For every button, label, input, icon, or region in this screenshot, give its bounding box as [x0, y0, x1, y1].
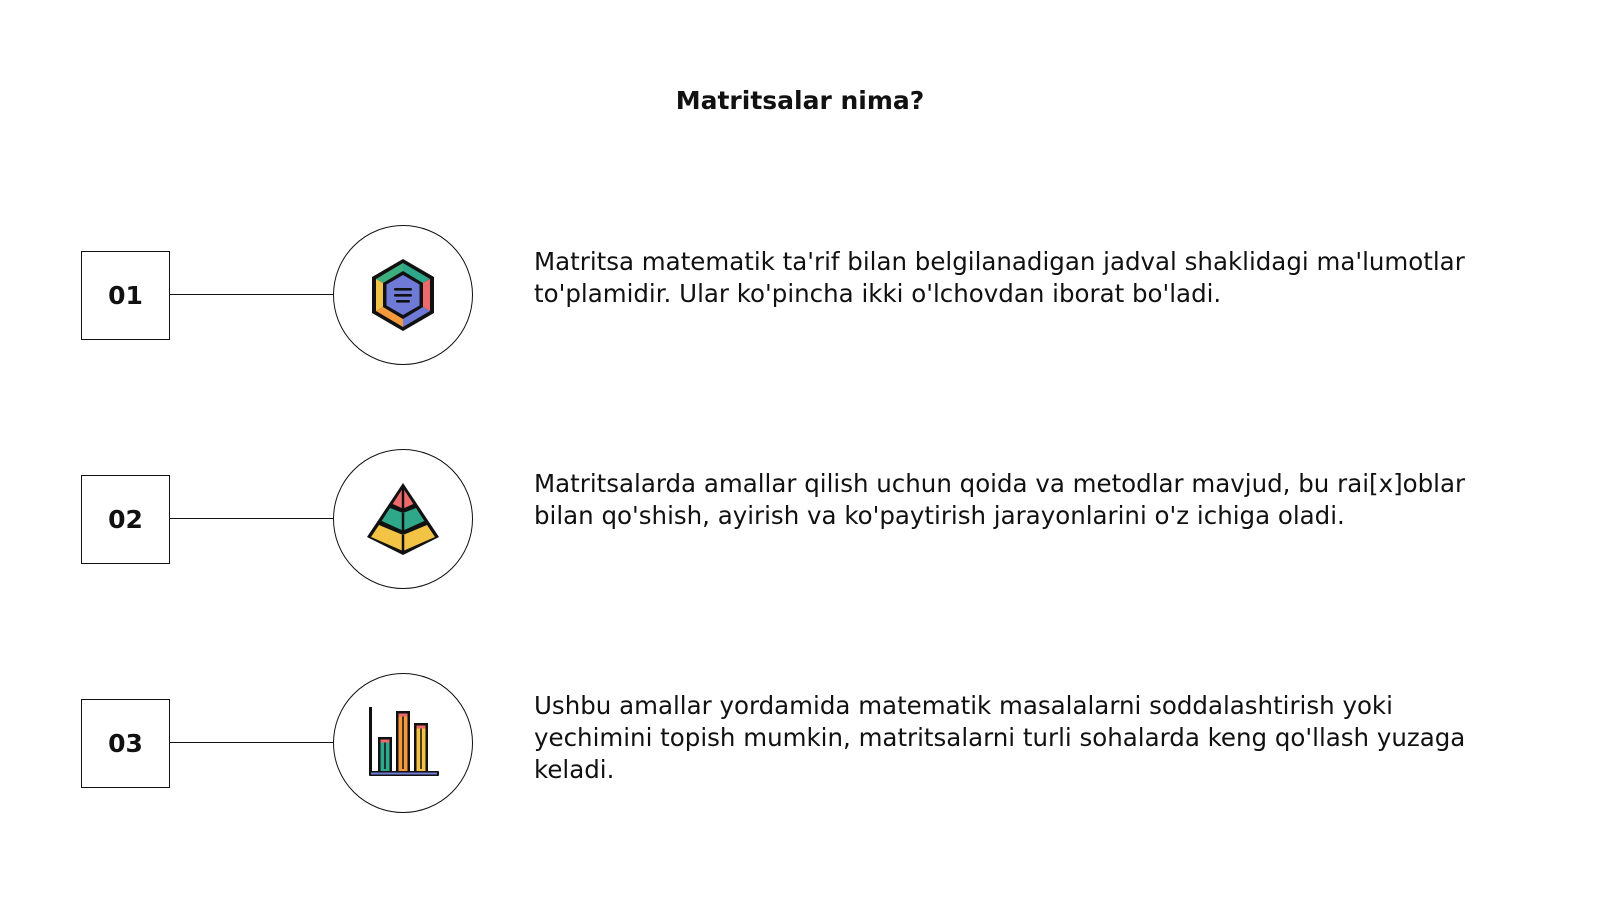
- icon-circle: [333, 225, 473, 365]
- connector-line: [170, 742, 334, 743]
- hexagon-icon: [363, 255, 443, 335]
- connector-line: [170, 294, 334, 295]
- list-item: [0, 224, 1600, 364]
- item-description: Ushbu amallar yordamida matematik masalalarni soddalashtirish yoki yechimini topish mumkin, matritsalarni turli sohalarda keng qo'llash yuzaga keladi.: [534, 691, 1466, 784]
- bar-chart-icon: [363, 703, 443, 783]
- item-number-box: 01: [81, 251, 170, 340]
- list-item: [0, 672, 1600, 812]
- pyramid-icon: [363, 479, 443, 559]
- item-number-box: 02: [81, 475, 170, 564]
- icon-circle: [333, 673, 473, 813]
- item-number-box: 03: [81, 699, 170, 788]
- item-description: Matritsalarda amallar qilish uchun qoida va metodlar mavjud, bu rai[x]oblar bilan qo'shish, ayirish va ko'paytirish jarayonlarini o'z ichiga oladi.: [534, 469, 1466, 530]
- list-item: [0, 448, 1600, 588]
- slide-title-text: Matritsalar nima?: [675, 86, 925, 115]
- slide-title: [0, 86, 1600, 115]
- icon-circle: [333, 449, 473, 589]
- connector-line: [170, 518, 334, 519]
- item-description: Matritsa matematik ta'rif bilan belgilanadigan jadval shaklidagi ma'lumotlar to'plamidir. Ular ko'pincha ikki o'lchovdan iborat bo'ladi.: [534, 247, 1465, 308]
